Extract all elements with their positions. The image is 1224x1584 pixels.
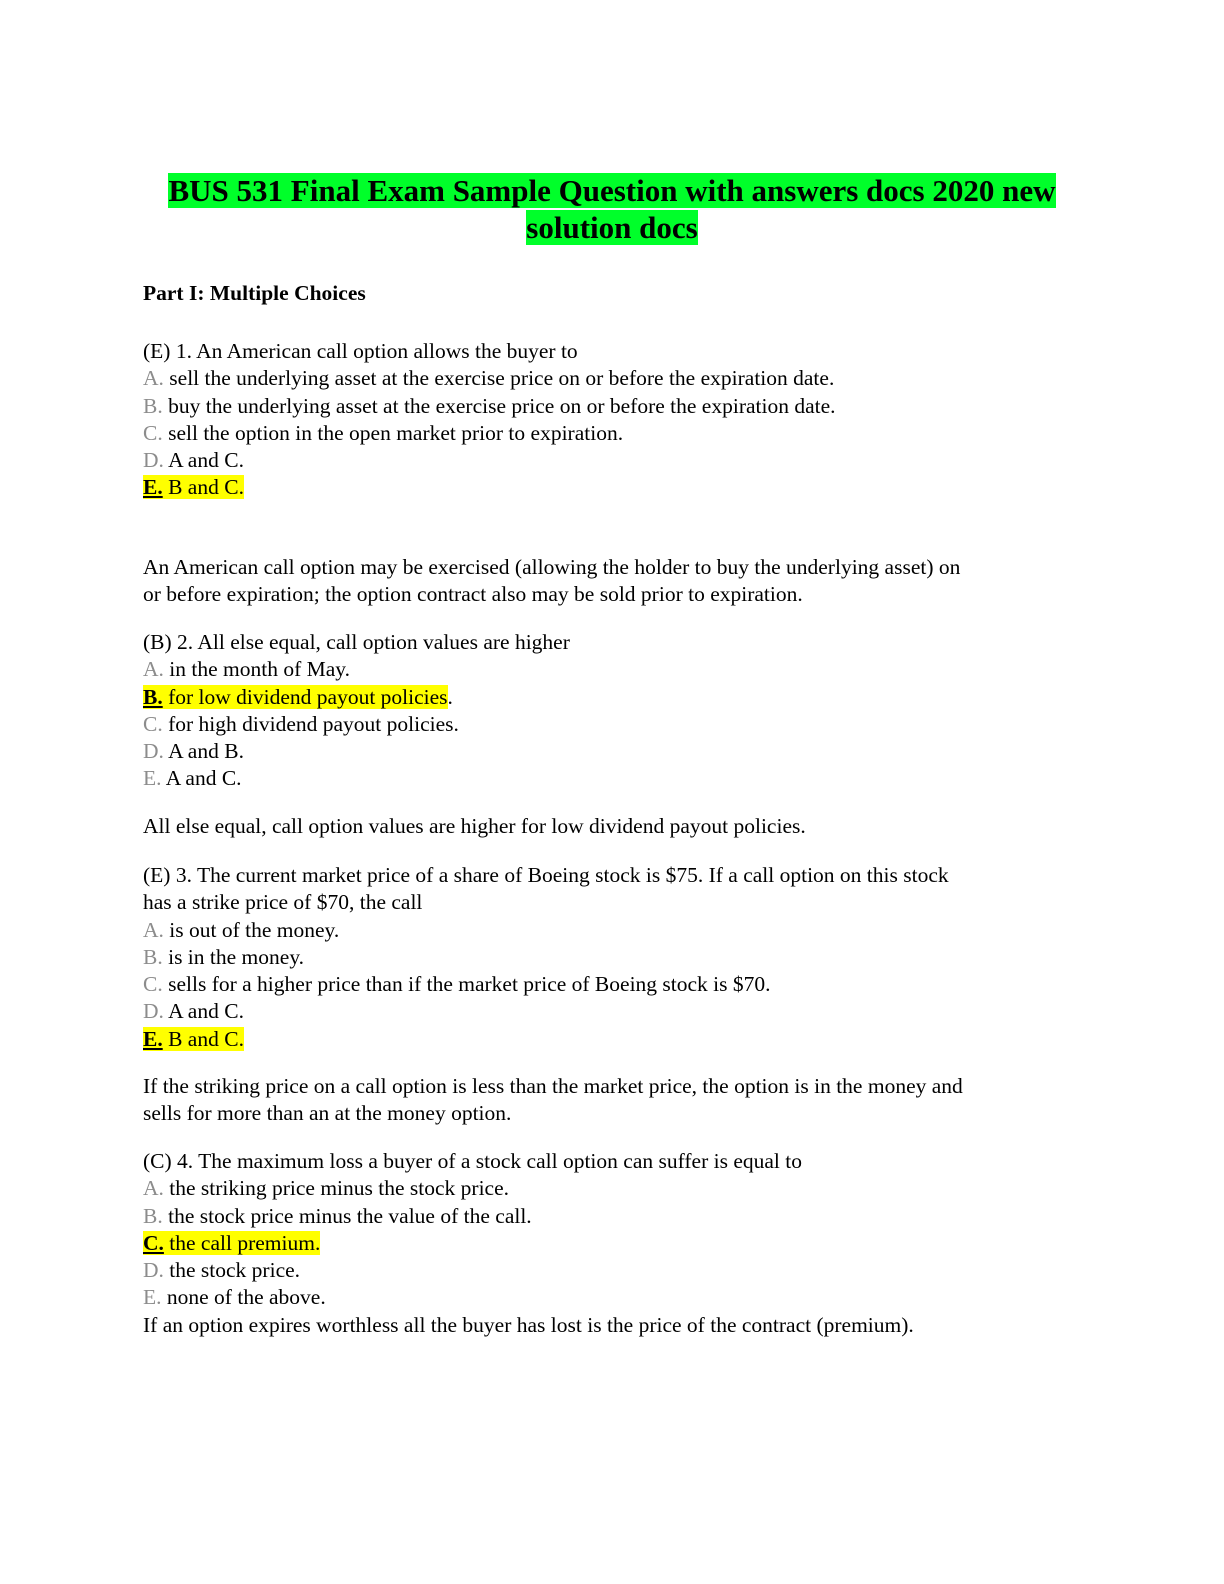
title-line-2: solution docs bbox=[526, 210, 698, 245]
answer-highlight bbox=[143, 475, 244, 499]
option-letter: A. bbox=[143, 1176, 164, 1201]
option-d bbox=[143, 447, 1073, 474]
option-letter: A. bbox=[143, 657, 164, 682]
option-text: B and C. bbox=[162, 475, 244, 500]
option-a bbox=[143, 656, 1073, 683]
option-letter: C. bbox=[143, 711, 163, 736]
option-text: A and C. bbox=[163, 448, 244, 473]
explanation-line: An American call option may be exercised (allowing the holder to buy the underlying asset) on bbox=[143, 555, 961, 579]
question-1 bbox=[143, 338, 1073, 502]
option-b bbox=[143, 393, 1073, 420]
option-letter: B. bbox=[143, 944, 163, 969]
question-stem-line: (E) 3. The current market price of a share of Boeing stock is $75. If a call option on this stock bbox=[143, 863, 949, 887]
option-c bbox=[143, 971, 1073, 998]
option-text: sell the option in the open market prior to expiration. bbox=[162, 420, 624, 445]
explanation-line: or before expiration; the option contract also may be sold prior to expiration. bbox=[143, 582, 803, 607]
option-a bbox=[143, 1175, 1073, 1202]
option-a bbox=[143, 365, 1073, 392]
option-letter: D. bbox=[143, 1258, 164, 1283]
option-letter: B. bbox=[143, 684, 163, 709]
option-text: none of the above. bbox=[161, 1285, 326, 1310]
option-letter: E. bbox=[143, 1026, 163, 1051]
option-e-correct bbox=[143, 474, 1073, 501]
question-4 bbox=[143, 1148, 1073, 1339]
option-text: sells for a higher price than if the market price of Boeing stock is $70. bbox=[162, 972, 771, 997]
answer-highlight bbox=[143, 1027, 244, 1051]
explanation-line: sells for more than an at the money option. bbox=[143, 1101, 512, 1126]
option-b-correct bbox=[143, 684, 1073, 711]
option-e bbox=[143, 1284, 1073, 1311]
explanation-line: If the striking price on a call option is less than the market price, the option is in the money and bbox=[143, 1074, 963, 1098]
option-letter: C. bbox=[143, 972, 163, 997]
question-stem: (B) 2. All else equal, call option values are higher bbox=[143, 630, 570, 654]
option-text: is in the money. bbox=[162, 944, 305, 969]
option-text: the striking price minus the stock price. bbox=[163, 1176, 510, 1201]
option-b bbox=[143, 944, 1073, 971]
option-letter: E. bbox=[143, 475, 163, 500]
option-text: sell the underlying asset at the exercise price on or before the expiration date. bbox=[163, 366, 835, 391]
option-c bbox=[143, 711, 1073, 738]
title-line-1: BUS 531 Final Exam Sample Question with answers docs 2020 new bbox=[168, 173, 1056, 208]
option-e bbox=[143, 765, 1073, 792]
option-a bbox=[143, 917, 1073, 944]
option-letter: B. bbox=[143, 1203, 163, 1228]
option-d bbox=[143, 738, 1073, 765]
option-letter: C. bbox=[143, 1230, 164, 1255]
option-text: A and C. bbox=[163, 999, 244, 1024]
option-text: A and B. bbox=[163, 739, 244, 764]
option-letter: E. bbox=[143, 1285, 162, 1310]
question-3 bbox=[143, 862, 1073, 1053]
option-d bbox=[143, 1257, 1073, 1284]
option-text: the stock price minus the value of the call. bbox=[162, 1203, 532, 1228]
explanation-2 bbox=[143, 813, 1073, 840]
option-letter: D. bbox=[143, 739, 164, 764]
option-c bbox=[143, 420, 1073, 447]
option-text: is out of the money. bbox=[163, 917, 340, 942]
answer-highlight bbox=[143, 1231, 320, 1255]
option-letter: A. bbox=[143, 917, 164, 942]
explanation-line: All else equal, call option values are higher for low dividend payout policies. bbox=[143, 814, 806, 838]
option-b bbox=[143, 1203, 1073, 1230]
section-heading: Part I: Multiple Choices bbox=[143, 281, 366, 305]
option-letter: A. bbox=[143, 366, 164, 391]
option-text: for high dividend payout policies. bbox=[162, 711, 459, 736]
option-trailing-period: . bbox=[447, 684, 453, 709]
option-text: the call premium. bbox=[163, 1230, 321, 1255]
option-text: B and C. bbox=[162, 1026, 244, 1051]
answer-highlight bbox=[143, 685, 448, 709]
explanation-3 bbox=[143, 1073, 1073, 1128]
option-e-correct bbox=[143, 1026, 1073, 1053]
option-letter: D. bbox=[143, 448, 164, 473]
question-stem-line: has a strike price of $70, the call bbox=[143, 890, 423, 915]
question-2 bbox=[143, 629, 1073, 793]
explanation-1 bbox=[143, 554, 1073, 609]
option-letter: C. bbox=[143, 420, 163, 445]
option-text: for low dividend payout policies bbox=[162, 684, 448, 709]
option-letter: B. bbox=[143, 393, 163, 418]
option-letter: D. bbox=[143, 999, 164, 1024]
option-text: in the month of May. bbox=[163, 657, 351, 682]
option-text: buy the underlying asset at the exercise price on or before the expiration date. bbox=[162, 393, 836, 418]
question-stem: (C) 4. The maximum loss a buyer of a stock call option can suffer is equal to bbox=[143, 1149, 802, 1173]
option-text: the stock price. bbox=[163, 1258, 301, 1283]
option-d bbox=[143, 998, 1073, 1025]
option-letter: E. bbox=[143, 766, 162, 791]
option-text: A and C. bbox=[161, 766, 242, 791]
question-stem: (E) 1. An American call option allows the buyer to bbox=[143, 339, 578, 363]
option-c-correct bbox=[143, 1230, 1073, 1257]
explanation-line: If an option expires worthless all the buyer has lost is the price of the contract (premium). bbox=[143, 1312, 914, 1337]
page-title bbox=[100, 172, 1124, 246]
